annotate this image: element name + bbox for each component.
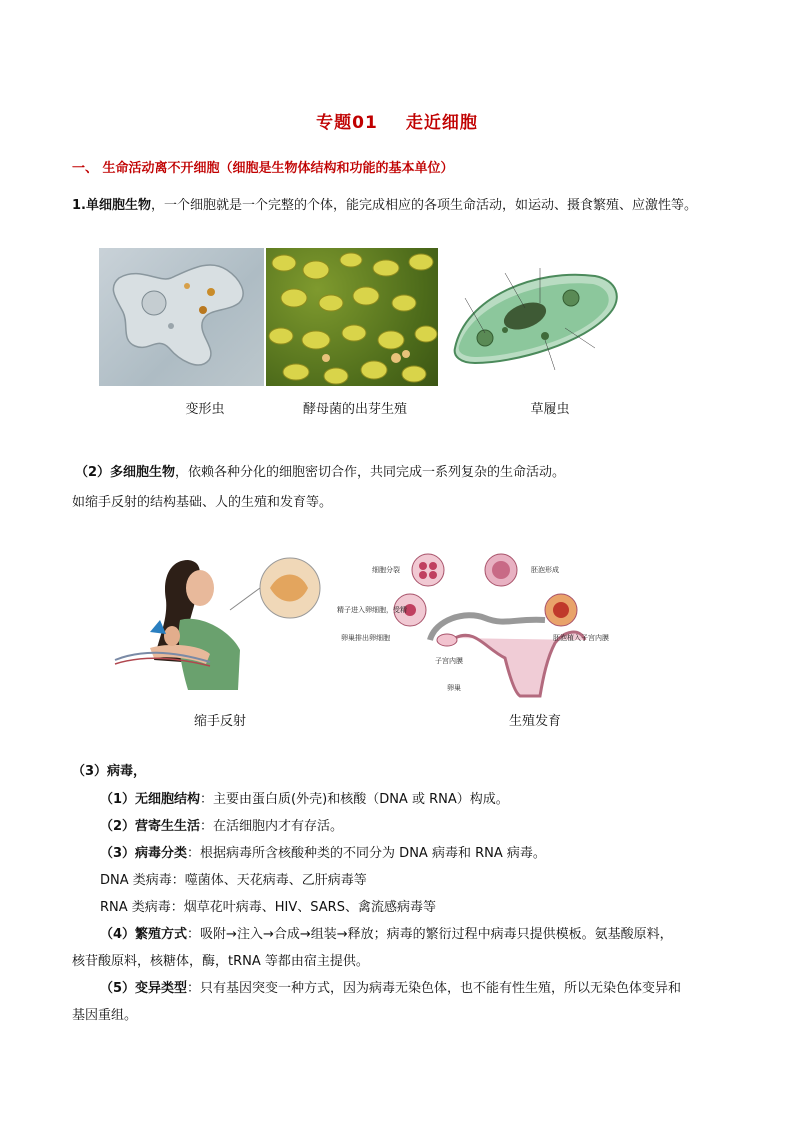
label-ovary: 卵巢 [447,684,461,692]
virus-item-4 [100,925,740,944]
label-implantation: 胚泡植入子宫内膜 [553,634,609,642]
virus-item-2 [100,817,343,836]
virus-item-4-term: （4）繁殖方式 [100,927,188,942]
caption-reflex: 缩手反射 [193,714,246,729]
multicellular-term: （2）多细胞生物 [75,465,176,480]
paragraph-unicellular [72,196,732,215]
label-fertilization: 精子进入卵细胞，受精 [337,606,407,614]
virus-item-3 [100,844,546,863]
title-main: 走近细胞 [405,113,478,133]
virus-item-3-term: （3）病毒分类 [100,846,188,861]
virus-item-5 [100,979,740,998]
virus-item-3-text: ：根据病毒所含核酸种类的不同分为 DNA 病毒和 RNA 病毒。 [187,846,546,861]
unicellular-term: 1.单细胞生物 [72,198,151,213]
reproduction-diagram [335,548,609,698]
title-prefix: 专题01 [316,113,378,133]
caption-yeast: 酵母菌的出芽生殖 [302,402,407,417]
virus-item-5-line2: 基因重组。 [72,1008,138,1023]
caption-amoeba: 变形虫 [185,402,225,417]
label-ovulation: 卵巢排出卵细胞 [341,634,390,642]
multicellular-text: ，依赖各种分化的细胞密切合作，共同完成一系列复杂的生命活动。 [175,465,566,480]
amoeba-image [99,248,264,386]
virus-item-4-line2: 核苷酸原料，核糖体，酶，tRNA 等都由宿主提供。 [72,954,369,969]
virus-item-2-term: （2）营寄生生活 [100,819,201,834]
virus-item-1-text: ：主要由蛋白质(外壳)和核酸（DNA 或 RNA）构成。 [200,792,509,807]
paragraph-multicellular [75,463,735,482]
virus-item-1 [100,790,509,809]
unicellular-text: ，一个细胞就是一个完整的个体，能完成相应的各项生命活动，如运动、摄食繁殖、应激性等。 [150,198,697,213]
label-endometrium: 子宫内膜 [435,657,463,665]
label-cell-division: 细胞分裂 [372,566,400,574]
virus-item-4-text: ：吸附→注入→合成→组装→释放；病毒的繁衍过程中病毒只提供模板。氨基酸原料， [187,927,673,942]
label-blastocyst: 胚泡形成 [531,566,559,574]
virus-item-5-term: （5）变异类型 [100,981,188,996]
section-heading: 一、 生命活动离不开细胞（细胞是生物体结构和功能的基本单位） [72,161,454,176]
virus-item-1-term: （1）无细胞结构 [100,792,201,807]
caption-paramecium: 草履虫 [530,402,570,417]
dna-virus-line: DNA 类病毒：噬菌体、天花病毒、乙肝病毒等 [100,873,367,888]
yeast-image [266,248,438,386]
reflex-image [110,550,325,695]
virus-heading: （3）病毒， [72,764,147,779]
virus-item-2-text: ：在活细胞内才有存活。 [200,819,344,834]
paragraph-multicellular-line2: 如缩手反射的结构基础、人的生殖和发育等。 [72,495,333,510]
virus-item-5-text: ：只有基因突变一种方式，因为病毒无染色体，也不能有性生殖，所以无染色体变异和 [187,981,682,996]
caption-reproduction: 生殖发育 [508,714,561,729]
page-title [0,108,794,133]
rna-virus-line: RNA 类病毒：烟草花叶病毒、HIV、SARS、禽流感病毒等 [100,900,436,915]
paramecium-image [445,258,625,378]
